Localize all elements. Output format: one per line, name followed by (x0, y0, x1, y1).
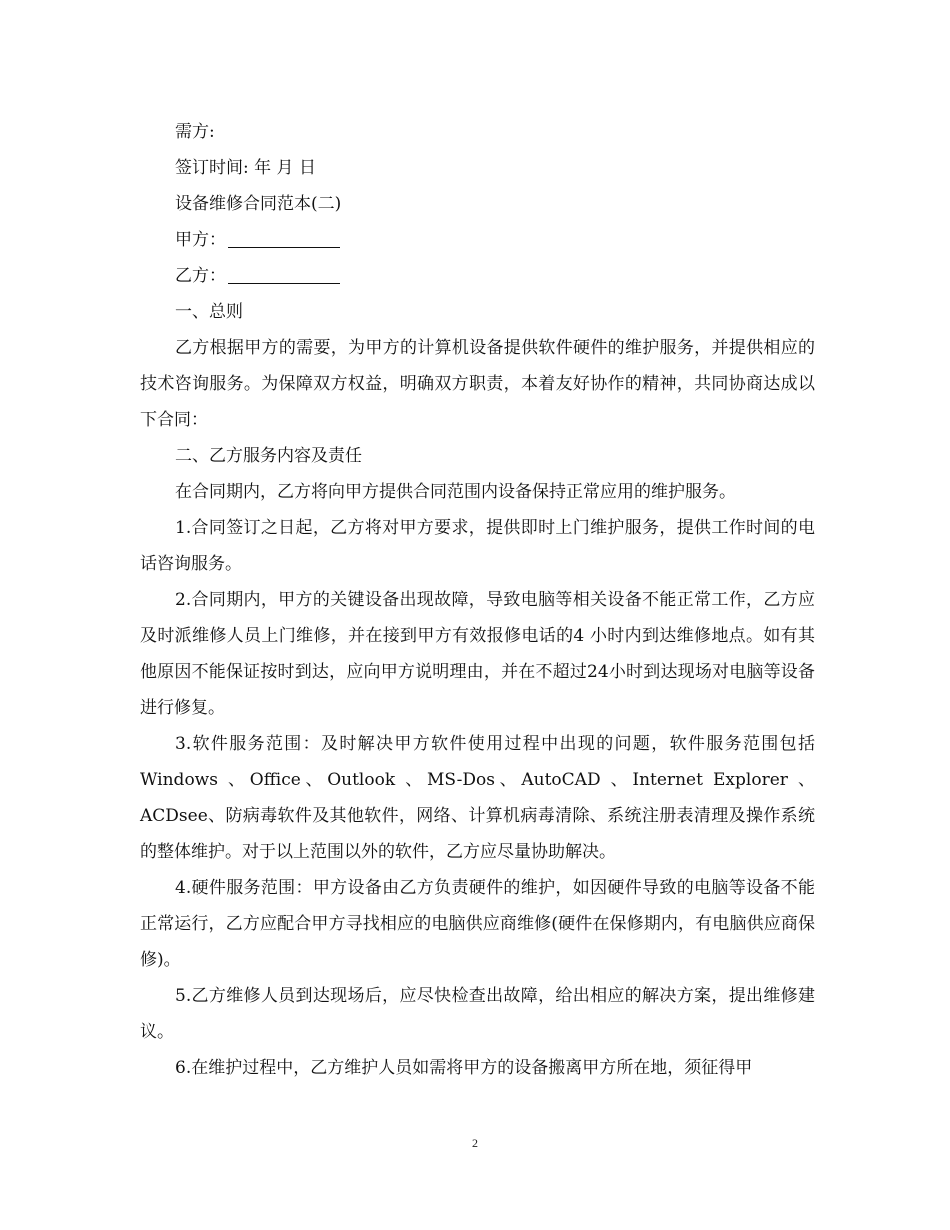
party-b-label: 乙方： (175, 266, 226, 286)
party-b-line (140, 258, 815, 294)
party-b-blank (228, 261, 340, 284)
service-intro-paragraph: 在合同期内，乙方将向甲方提供合同范围内设备保持正常应用的维护服务。 (175, 482, 736, 502)
general-paragraph: 乙方根据甲方的需要，为甲方的计算机设备提供软件硬件的维护服务，并提供相应的技术咨询服务。为保障双方权益，明确双方职责，本着友好协作的精神，共同协商达成以下合同： (140, 338, 815, 430)
service-item-5: 5.乙方维修人员到达现场后，应尽快检查出故障，给出相应的解决方案，提出维修建议。 (140, 986, 815, 1042)
general-heading: 一、总则 (175, 302, 243, 322)
page-number: 2 (472, 1136, 478, 1150)
document-body (140, 114, 815, 1086)
contract-title: 设备维修合同范本(二) (175, 194, 342, 214)
party-a-blank (228, 225, 340, 248)
party-a-line (140, 222, 815, 258)
demander-line: 需方: (175, 122, 215, 142)
service-item-2: 2.合同期内，甲方的关键设备出现故障，导致电脑等相关设备不能正常工作，乙方应及时派维修人员上门维修，并在接到甲方有效报修电话的4 小时内到达维修地点。如有其他原因不能保证按时到达，应向甲方说明理由，并在不超过24小时到达现场对电脑等设备进行修复。 (140, 590, 815, 718)
party-a-label: 甲方： (175, 230, 226, 250)
service-item-6: 6.在维护过程中，乙方维护人员如需将甲方的设备搬离甲方所在地，须征得甲 (175, 1058, 753, 1078)
service-item-1: 1.合同签订之日起，乙方将对甲方要求，提供即时上门维护服务，提供工作时间的电话咨询服务。 (140, 518, 815, 574)
service-item-4: 4.硬件服务范围：甲方设备由乙方负责硬件的维护，如因硬件导致的电脑等设备不能正常运行，乙方应配合甲方寻找相应的电脑供应商维修(硬件在保修期内，有电脑供应商保修)。 (140, 878, 815, 970)
service-heading: 二、乙方服务内容及责任 (175, 446, 362, 466)
service-item-3: 3.软件服务范围：及时解决甲方软件使用过程中出现的问题，软件服务范围包括Windows 、Office、Outlook 、MS-Dos、AutoCAD 、Internet Explorer 、ACDsee、防病毒软件及其他软件，网络、计算机病毒清除、系统注册表清理及操作系统的整体维护。对于以上范围以外的软件，乙方应尽量协助解决。 (140, 734, 815, 862)
sign-date-line: 签订时间: 年 月 日 (175, 158, 316, 178)
